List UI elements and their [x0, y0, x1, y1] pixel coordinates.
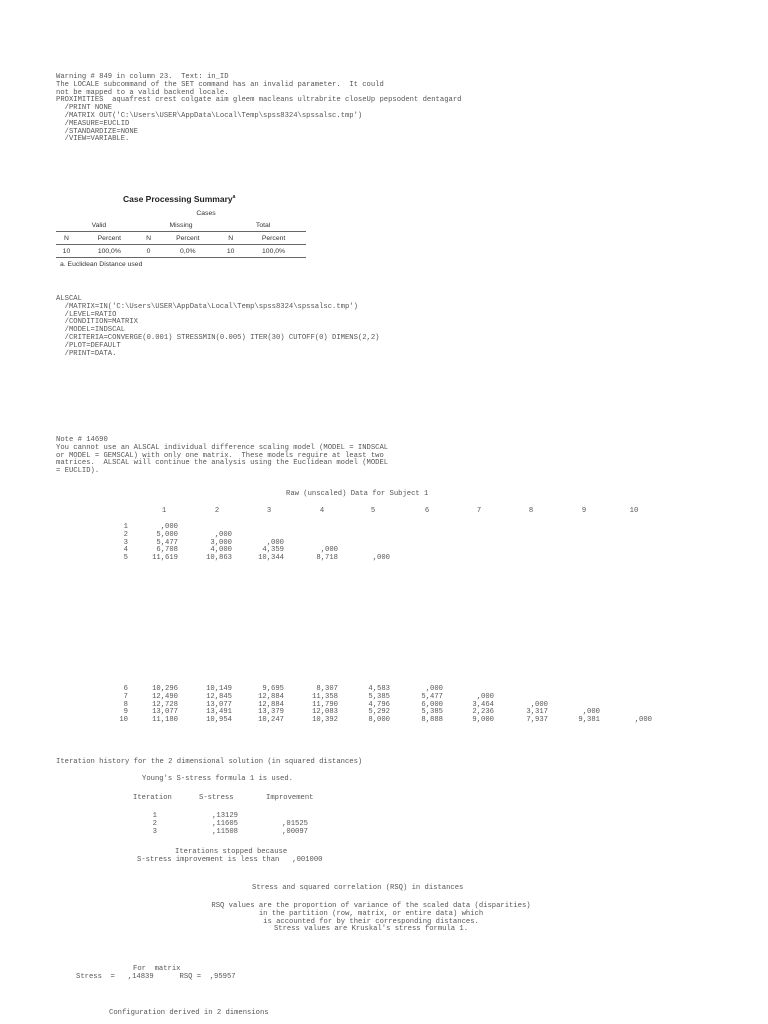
raw-data-cell: 3,000 [210, 538, 232, 547]
raw-data-cell: 12,884 [258, 700, 284, 709]
raw-data-row-label: 9 [123, 708, 128, 717]
iteration-number: 3 [152, 827, 157, 836]
iteration-header-improvement: Improvement [266, 794, 314, 802]
value-cell: 10 [226, 247, 235, 255]
raw-data-cell: ,000 [320, 546, 338, 555]
text-line: or MODEL = GEMSCAL) with only one matrix. These models require at least two [56, 451, 384, 460]
raw-data-row-label: 8 [123, 700, 128, 709]
case-summary-title-text: Case Processing Summary [123, 194, 233, 204]
raw-data-cell: 3,317 [526, 708, 548, 717]
raw-data-header-row [0, 508, 768, 518]
iteration-sstress: ,11508 [212, 827, 238, 836]
raw-data-col-header: 6 [424, 507, 430, 515]
raw-data-cell: 13,379 [258, 708, 284, 717]
raw-data-cell: 10,863 [206, 554, 232, 563]
col-label: Percent [155, 232, 220, 245]
group-missing: Missing [169, 221, 193, 229]
raw-data-cell: 10,296 [152, 685, 178, 693]
raw-data-cell: ,000 [476, 692, 494, 701]
raw-data-cell: 13,077 [152, 708, 178, 717]
case-summary-table [56, 207, 306, 258]
col-label: Percent [241, 232, 306, 245]
raw-data-cell: ,000 [160, 523, 178, 531]
cases-header: Cases [196, 209, 216, 217]
text-line: /CRITERIA=CONVERGE(0.001) STRESSMIN(0.005) ITER(30) CUTOFF(0) DIMENS(2,2) [56, 333, 380, 342]
syntax-block-proximities [56, 74, 461, 144]
text-line: ALSCAL [56, 295, 82, 303]
raw-data-cell: 10,392 [312, 716, 338, 725]
raw-data-cell: 12,845 [206, 692, 232, 701]
value-cell: 100,0% [97, 247, 121, 255]
stress-description-line: in the partition (row, matrix, or entire data) which [258, 909, 484, 918]
raw-data-cell: 5,385 [421, 708, 443, 717]
raw-data-cell: 12,728 [152, 700, 178, 709]
raw-data-col-header: 9 [581, 507, 587, 515]
text-line: /PRINT=DATA. [56, 349, 117, 358]
syntax-block-alscal [56, 296, 380, 358]
text-line: /STANDARDIZE=NONE [56, 127, 138, 136]
raw-data-cell: 12,083 [312, 708, 338, 717]
text-line: /CONDITION=MATRIX [56, 318, 138, 327]
iteration-rows [0, 813, 768, 843]
iteration-improvement: ,00097 [282, 827, 308, 836]
raw-data-cell: ,000 [266, 538, 284, 547]
raw-data-row-label: 4 [123, 546, 128, 555]
text-line: PROXIMITIES aquafrest crest colgate aim gleem macleans ultrabrite closeUp pepsodent dentagard [56, 96, 462, 105]
raw-data-cell: 4,359 [262, 546, 284, 555]
raw-data-cell: 8,000 [368, 716, 390, 725]
iteration-sstress: ,11605 [212, 819, 238, 828]
iteration-improvement: ,01525 [282, 819, 308, 828]
value-cell: 10 [62, 247, 71, 255]
raw-data-row-label: 6 [123, 685, 128, 693]
raw-data-cell: 13,491 [206, 708, 232, 717]
stress-description-line: is accounted for by their corresponding distances. [263, 917, 479, 926]
raw-data-cell: 4,583 [368, 685, 390, 693]
stress-description-line: RSQ values are the proportion of variance of the scaled data (disparities) [211, 902, 531, 910]
text-line: /MATRIX=IN('C:\Users\USER\AppData\Local\Temp\spss8324\spssalsc.tmp') [56, 302, 358, 311]
raw-data-row-label: 10 [119, 716, 128, 725]
case-summary-footnote: a. Euclidean Distance used [60, 261, 143, 268]
col-label: Percent [77, 232, 142, 245]
raw-data-cell: 9,695 [262, 685, 284, 693]
stress-title: Stress and squared correlation (RSQ) in distances [252, 884, 464, 892]
text-line: You cannot use an ALSCAL individual difference scaling model (MODEL = INDSCAL [56, 443, 389, 452]
text-line: Warning # 849 in column 23. Text: in_ID [56, 73, 229, 81]
iteration-header-iteration: Iteration [133, 794, 172, 802]
raw-data-cell: 5,477 [156, 538, 178, 547]
text-line: /MEASURE=EUCLID [56, 119, 130, 128]
raw-data-cell: 9,000 [472, 716, 494, 725]
group-total: Total [255, 221, 271, 229]
raw-data-row-label: 2 [123, 530, 128, 539]
raw-data-cell: 8,307 [316, 685, 338, 693]
raw-data-col-header: 1 [161, 507, 167, 515]
raw-data-cell: 13,077 [206, 700, 232, 709]
col-label: N [56, 232, 77, 245]
raw-data-cell: 10,954 [206, 716, 232, 725]
raw-data-block-1 [0, 524, 768, 574]
raw-data-col-header: 2 [214, 507, 220, 515]
col-label: N [220, 232, 241, 245]
raw-data-cell: 10,149 [206, 685, 232, 693]
text-line: not be mapped to a valid backend locale. [56, 88, 229, 97]
raw-data-cell: 4,000 [210, 546, 232, 555]
raw-data-cell: 9,381 [578, 716, 600, 725]
raw-data-col-header: 5 [370, 507, 376, 515]
raw-data-cell: 11,619 [152, 554, 178, 563]
text-line: /MATRIX OUT('C:\Users\USER\AppData\Local\Temp\spss8324\spssalsc.tmp') [56, 111, 363, 120]
group-valid: Valid [91, 221, 107, 229]
raw-data-cell: 12,884 [258, 692, 284, 701]
raw-data-cell: 5,000 [156, 530, 178, 539]
raw-data-cell: 5,385 [368, 692, 390, 701]
iteration-number: 2 [152, 819, 157, 828]
value-cell: 0,0% [180, 247, 196, 255]
raw-data-row-label: 7 [123, 692, 128, 701]
iteration-stop-line-2: S-stress improvement is less than ,001000 [137, 856, 323, 864]
raw-data-row-label: 1 [123, 523, 128, 531]
text-line: /PRINT NONE [56, 104, 113, 113]
raw-data-cell: 10,247 [258, 716, 284, 725]
raw-data-col-header: 4 [319, 507, 325, 515]
stress-description [0, 903, 768, 939]
raw-data-row-label: 3 [123, 538, 128, 547]
iteration-header-sstress: S-stress [199, 794, 234, 802]
text-line: /PLOT=DEFAULT [56, 341, 121, 350]
iteration-sstress: ,13129 [212, 812, 238, 820]
configuration-title: Configuration derived in 2 dimensions [109, 1009, 269, 1017]
raw-data-block-2 [0, 686, 768, 736]
raw-data-col-header: 3 [266, 507, 272, 515]
text-line: matrices. ALSCAL will continue the analysis using the Euclidean model (MODEL [56, 459, 389, 468]
raw-data-cell: 10,344 [258, 554, 284, 563]
value-cell: 0 [146, 247, 151, 255]
raw-data-cell: 11,790 [312, 700, 338, 709]
stress-rsq-line: Stress = ,14839 RSQ = ,95957 [76, 973, 236, 981]
for-matrix-label: For matrix [133, 965, 181, 973]
value-cell: 100,0% [262, 247, 286, 255]
raw-data-cell: 12,490 [152, 692, 178, 701]
raw-data-cell: 5,477 [421, 692, 443, 701]
raw-data-cell: 7,937 [526, 716, 548, 725]
text-line: /VIEW=VARIABLE. [56, 135, 130, 144]
raw-data-cell: 5,292 [368, 708, 390, 717]
raw-data-cell: 2,236 [472, 708, 494, 717]
note-block [56, 437, 388, 476]
raw-data-cell: 6,708 [156, 546, 178, 555]
iteration-number: 1 [152, 812, 157, 820]
raw-data-cell: ,000 [214, 530, 232, 539]
iteration-formula: Young's S-stress formula 1 is used. [142, 775, 293, 783]
raw-data-cell: ,000 [634, 716, 652, 725]
raw-data-cell: 3,464 [472, 700, 494, 709]
text-line: /MODEL=INDSCAL [56, 326, 126, 335]
raw-data-cell: 11,180 [152, 716, 178, 725]
raw-data-col-header: 8 [528, 507, 534, 515]
text-line: The LOCALE subcommand of the SET command has an invalid parameter. It could [56, 80, 384, 89]
raw-data-cell: 6,000 [421, 700, 443, 709]
stress-description-line: Stress values are Kruskal's stress formula 1. [273, 925, 469, 934]
text-line: Note # 14690 [56, 436, 108, 444]
raw-data-cell: ,000 [582, 708, 600, 717]
case-summary-superscript: a [232, 194, 236, 201]
raw-data-cell: ,000 [372, 554, 390, 563]
raw-data-cell: 11,358 [312, 692, 338, 701]
raw-data-row-label: 5 [123, 554, 128, 563]
raw-data-col-header: 7 [476, 507, 482, 515]
raw-data-col-header: 10 [629, 507, 639, 515]
raw-data-cell: 4,796 [368, 700, 390, 709]
text-line: = EUCLID). [56, 467, 100, 476]
text-line: /LEVEL=RATIO [56, 310, 117, 319]
raw-data-title: Raw (unscaled) Data for Subject 1 [286, 490, 429, 498]
case-summary-title [123, 194, 235, 204]
iteration-stop-line-1: Iterations stopped because [175, 848, 288, 856]
col-label: N [142, 232, 156, 245]
raw-data-cell: 8,718 [316, 554, 338, 563]
raw-data-cell: ,000 [530, 700, 548, 709]
iteration-title: Iteration history for the 2 dimensional solution (in squared distances) [56, 758, 363, 766]
raw-data-cell: 8,888 [421, 716, 443, 725]
raw-data-cell: ,000 [425, 685, 443, 693]
